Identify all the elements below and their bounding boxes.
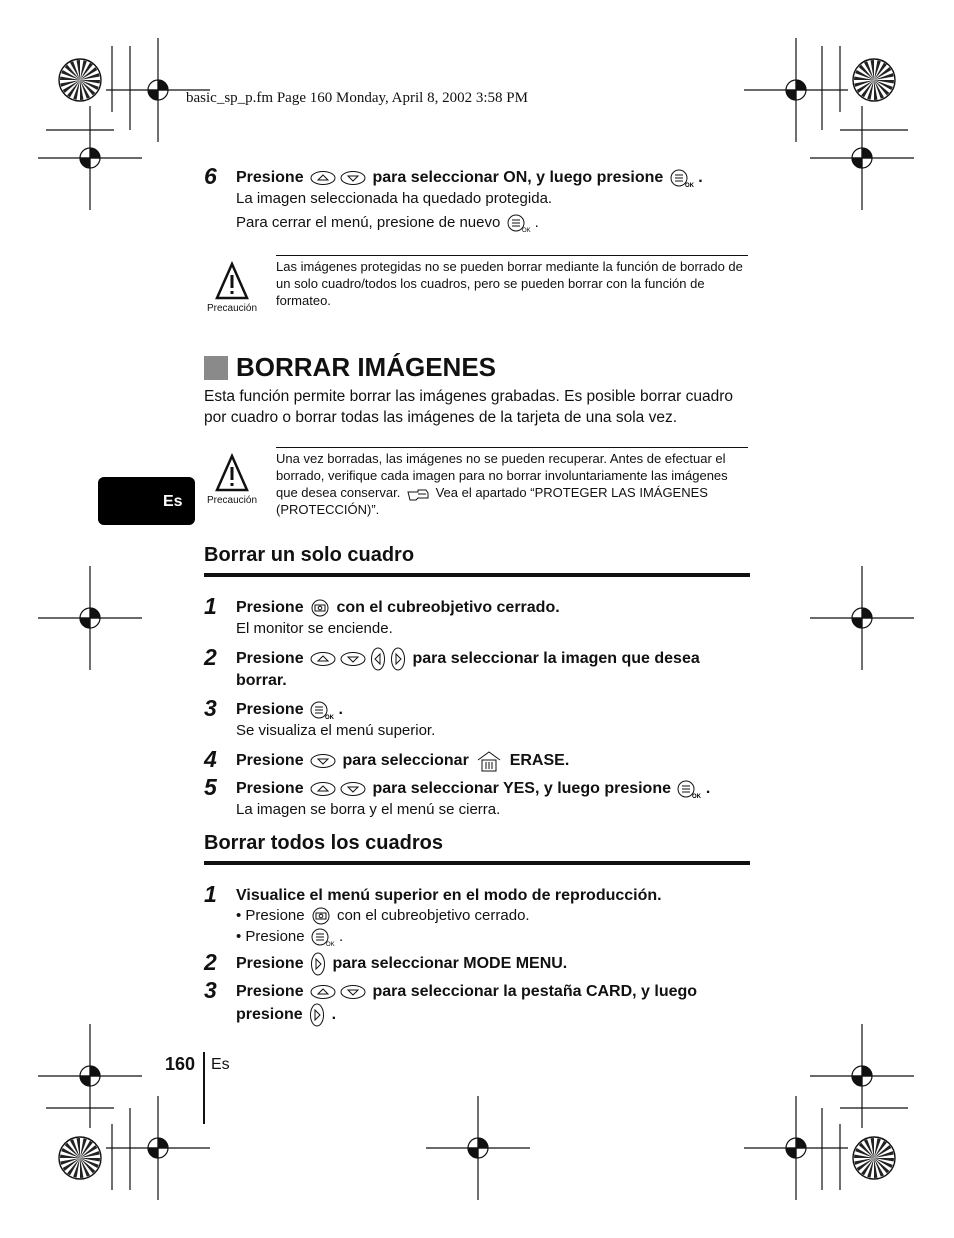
crosshair-mark-icon — [810, 566, 914, 670]
erase-trash-icon — [475, 750, 503, 772]
footer-language: Es — [211, 1056, 230, 1073]
section-title-text: BORRAR IMÁGENES — [236, 352, 497, 382]
bullet-text: • Presione — [236, 928, 305, 945]
svg-text:OK: OK — [521, 228, 531, 235]
step-instruction — [236, 777, 710, 800]
subsection-rule — [204, 861, 750, 865]
step-result — [236, 212, 539, 234]
step-instruction — [236, 596, 560, 619]
step-text: para seleccionar la pestaña CARD, y luego — [372, 983, 698, 1000]
step-text: Presione — [236, 650, 304, 668]
step-number: 3 — [204, 695, 217, 721]
step-instruction — [236, 952, 567, 976]
step-text: para seleccionar MODE MENU. — [332, 955, 568, 973]
step-text: Presione — [236, 780, 304, 797]
step-text: para seleccionar — [342, 752, 469, 769]
bullet-text: . — [338, 928, 344, 945]
subsection-title-single: Borrar un solo cuadro — [204, 544, 415, 566]
svg-text:OK: OK — [692, 793, 702, 800]
starburst-mark-icon — [59, 59, 101, 101]
step-text: Presione — [236, 983, 304, 1000]
down-arrow-button-icon — [340, 170, 366, 186]
step-text: con el cubreobjetivo cerrado. — [336, 599, 560, 616]
step-instruction — [236, 698, 343, 721]
step-text: Presione — [236, 169, 304, 186]
ok-menu-button-icon — [670, 169, 692, 187]
caution-text-part: Vea el apartado “PROTEGER LAS IMÁGENES (PROTECCIÓN)”. — [276, 485, 708, 517]
up-arrow-button-icon — [310, 651, 336, 667]
step-text: para seleccionar YES, y luego presione — [372, 780, 671, 797]
bullet-text: • Presione — [236, 907, 305, 924]
step-text: presione — [236, 1006, 303, 1024]
step-instruction — [236, 980, 697, 1003]
starburst-mark-icon — [59, 1137, 101, 1179]
file-header: basic_sp_p.fm Page 160 Monday, April 8, 2002 3:58 PM — [186, 90, 528, 106]
ok-menu-button-icon — [311, 928, 335, 949]
step-instruction — [236, 166, 703, 189]
section-intro: Esta función permite borrar las imágenes grabadas. Es posible borrar cuadro por cuadro o borrar todas las imágenes de la tarjeta de una sola vez. — [204, 388, 733, 426]
playback-button-icon — [310, 599, 330, 617]
subsection-title-all: Borrar todos los cuadros — [204, 832, 443, 854]
step-instruction-cont — [236, 1003, 336, 1027]
bullet-item — [236, 928, 344, 949]
ok-menu-button-icon — [310, 701, 335, 721]
caution-block — [205, 454, 259, 506]
ok-menu-button-icon — [677, 780, 702, 800]
step-number: 6 — [204, 163, 217, 189]
crosshair-mark-icon — [426, 1096, 530, 1200]
section-marker-icon — [204, 356, 228, 380]
subsection-rule — [204, 573, 750, 577]
caution-text — [276, 447, 748, 518]
caution-text-part: Una vez borradas, las imágenes no se pueden recuperar. Antes de efectuar el borrado, verifique cada imagen para no borrar involuntariamente las imágenes que desea conservar. — [276, 451, 728, 500]
svg-text:OK: OK — [684, 182, 694, 189]
caution-text: Las imágenes protegidas no se pueden borrar mediante la función de borrado de un solo cuadro/todos los cuadros, pero se pueden borrar con la función de formateo. — [276, 255, 748, 309]
step-text: . — [705, 780, 711, 797]
step-instruction — [236, 647, 700, 671]
starburst-mark-icon — [853, 1137, 895, 1179]
crosshair-mark-icon — [744, 38, 848, 142]
caution-label: Precaución — [206, 495, 258, 506]
crosshair-mark-icon — [38, 106, 142, 210]
step-result: La imagen se borra y el menú se cierra. — [236, 801, 501, 818]
crosshair-mark-icon — [810, 106, 914, 210]
step-text: . — [338, 701, 343, 718]
step-result: El monitor se enciende. — [236, 620, 393, 637]
step-text: para seleccionar ON, y luego presione — [372, 169, 664, 186]
down-arrow-button-icon — [310, 753, 336, 769]
starburst-mark-icon — [853, 59, 895, 101]
step-text: Presione — [236, 955, 304, 973]
step-text: para seleccionar la imagen que desea — [412, 650, 700, 668]
step-instruction: Visualice el menú superior en el modo de reproducción. — [236, 887, 662, 904]
step-text: Presione — [236, 752, 304, 769]
warning-triangle-icon — [215, 454, 249, 492]
up-arrow-button-icon — [310, 781, 336, 797]
step-result: Se visualiza el menú superior. — [236, 722, 436, 739]
warning-triangle-icon — [215, 262, 249, 300]
down-arrow-button-icon — [340, 984, 366, 1000]
step-text: Presione — [236, 701, 304, 718]
step-number: 3 — [204, 977, 217, 1003]
crosshair-mark-icon — [38, 566, 142, 670]
footer-divider — [203, 1052, 205, 1124]
caution-label: Precaución — [206, 303, 258, 314]
step-result: La imagen seleccionada ha quedado protegida. — [236, 190, 553, 207]
up-arrow-button-icon — [310, 984, 336, 1000]
language-tab-label: Es — [163, 493, 183, 510]
step-text: Para cerrar el menú, presione de nuevo — [236, 214, 501, 231]
bullet-text: con el cubreobjetivo cerrado. — [336, 907, 530, 924]
caution-block — [205, 262, 259, 314]
section-title — [204, 352, 496, 383]
language-tab — [98, 477, 195, 525]
step-number: 1 — [204, 881, 217, 907]
left-arrow-button-icon — [370, 647, 386, 671]
up-arrow-button-icon — [310, 170, 336, 186]
step-text: ERASE. — [509, 752, 570, 769]
down-arrow-button-icon — [340, 651, 366, 667]
bullet-item — [236, 907, 530, 925]
step-text: Presione — [236, 599, 304, 616]
crosshair-mark-icon — [106, 1096, 210, 1200]
crosshair-mark-icon — [810, 1024, 914, 1128]
svg-text:OK: OK — [325, 942, 335, 949]
pointing-hand-reference-icon — [406, 487, 430, 501]
step-number: 4 — [204, 746, 217, 772]
right-arrow-button-icon — [310, 952, 326, 976]
crosshair-mark-icon — [38, 1024, 142, 1128]
step-number: 2 — [204, 949, 217, 975]
right-arrow-button-icon — [309, 1003, 325, 1027]
playback-button-icon — [311, 907, 331, 925]
step-number: 2 — [204, 644, 217, 670]
step-text: . — [534, 214, 539, 231]
ok-menu-button-icon — [507, 214, 531, 235]
down-arrow-button-icon — [340, 781, 366, 797]
step-number: 1 — [204, 593, 217, 619]
step-instruction — [236, 749, 569, 772]
step-text: . — [698, 169, 703, 186]
step-number: 5 — [204, 774, 217, 800]
right-arrow-button-icon — [390, 647, 406, 671]
step-instruction-cont: borrar. — [236, 672, 287, 689]
page-number: 160 — [165, 1054, 196, 1074]
crosshair-mark-icon — [744, 1096, 848, 1200]
step-text: . — [331, 1006, 337, 1024]
svg-text:OK: OK — [325, 714, 335, 721]
